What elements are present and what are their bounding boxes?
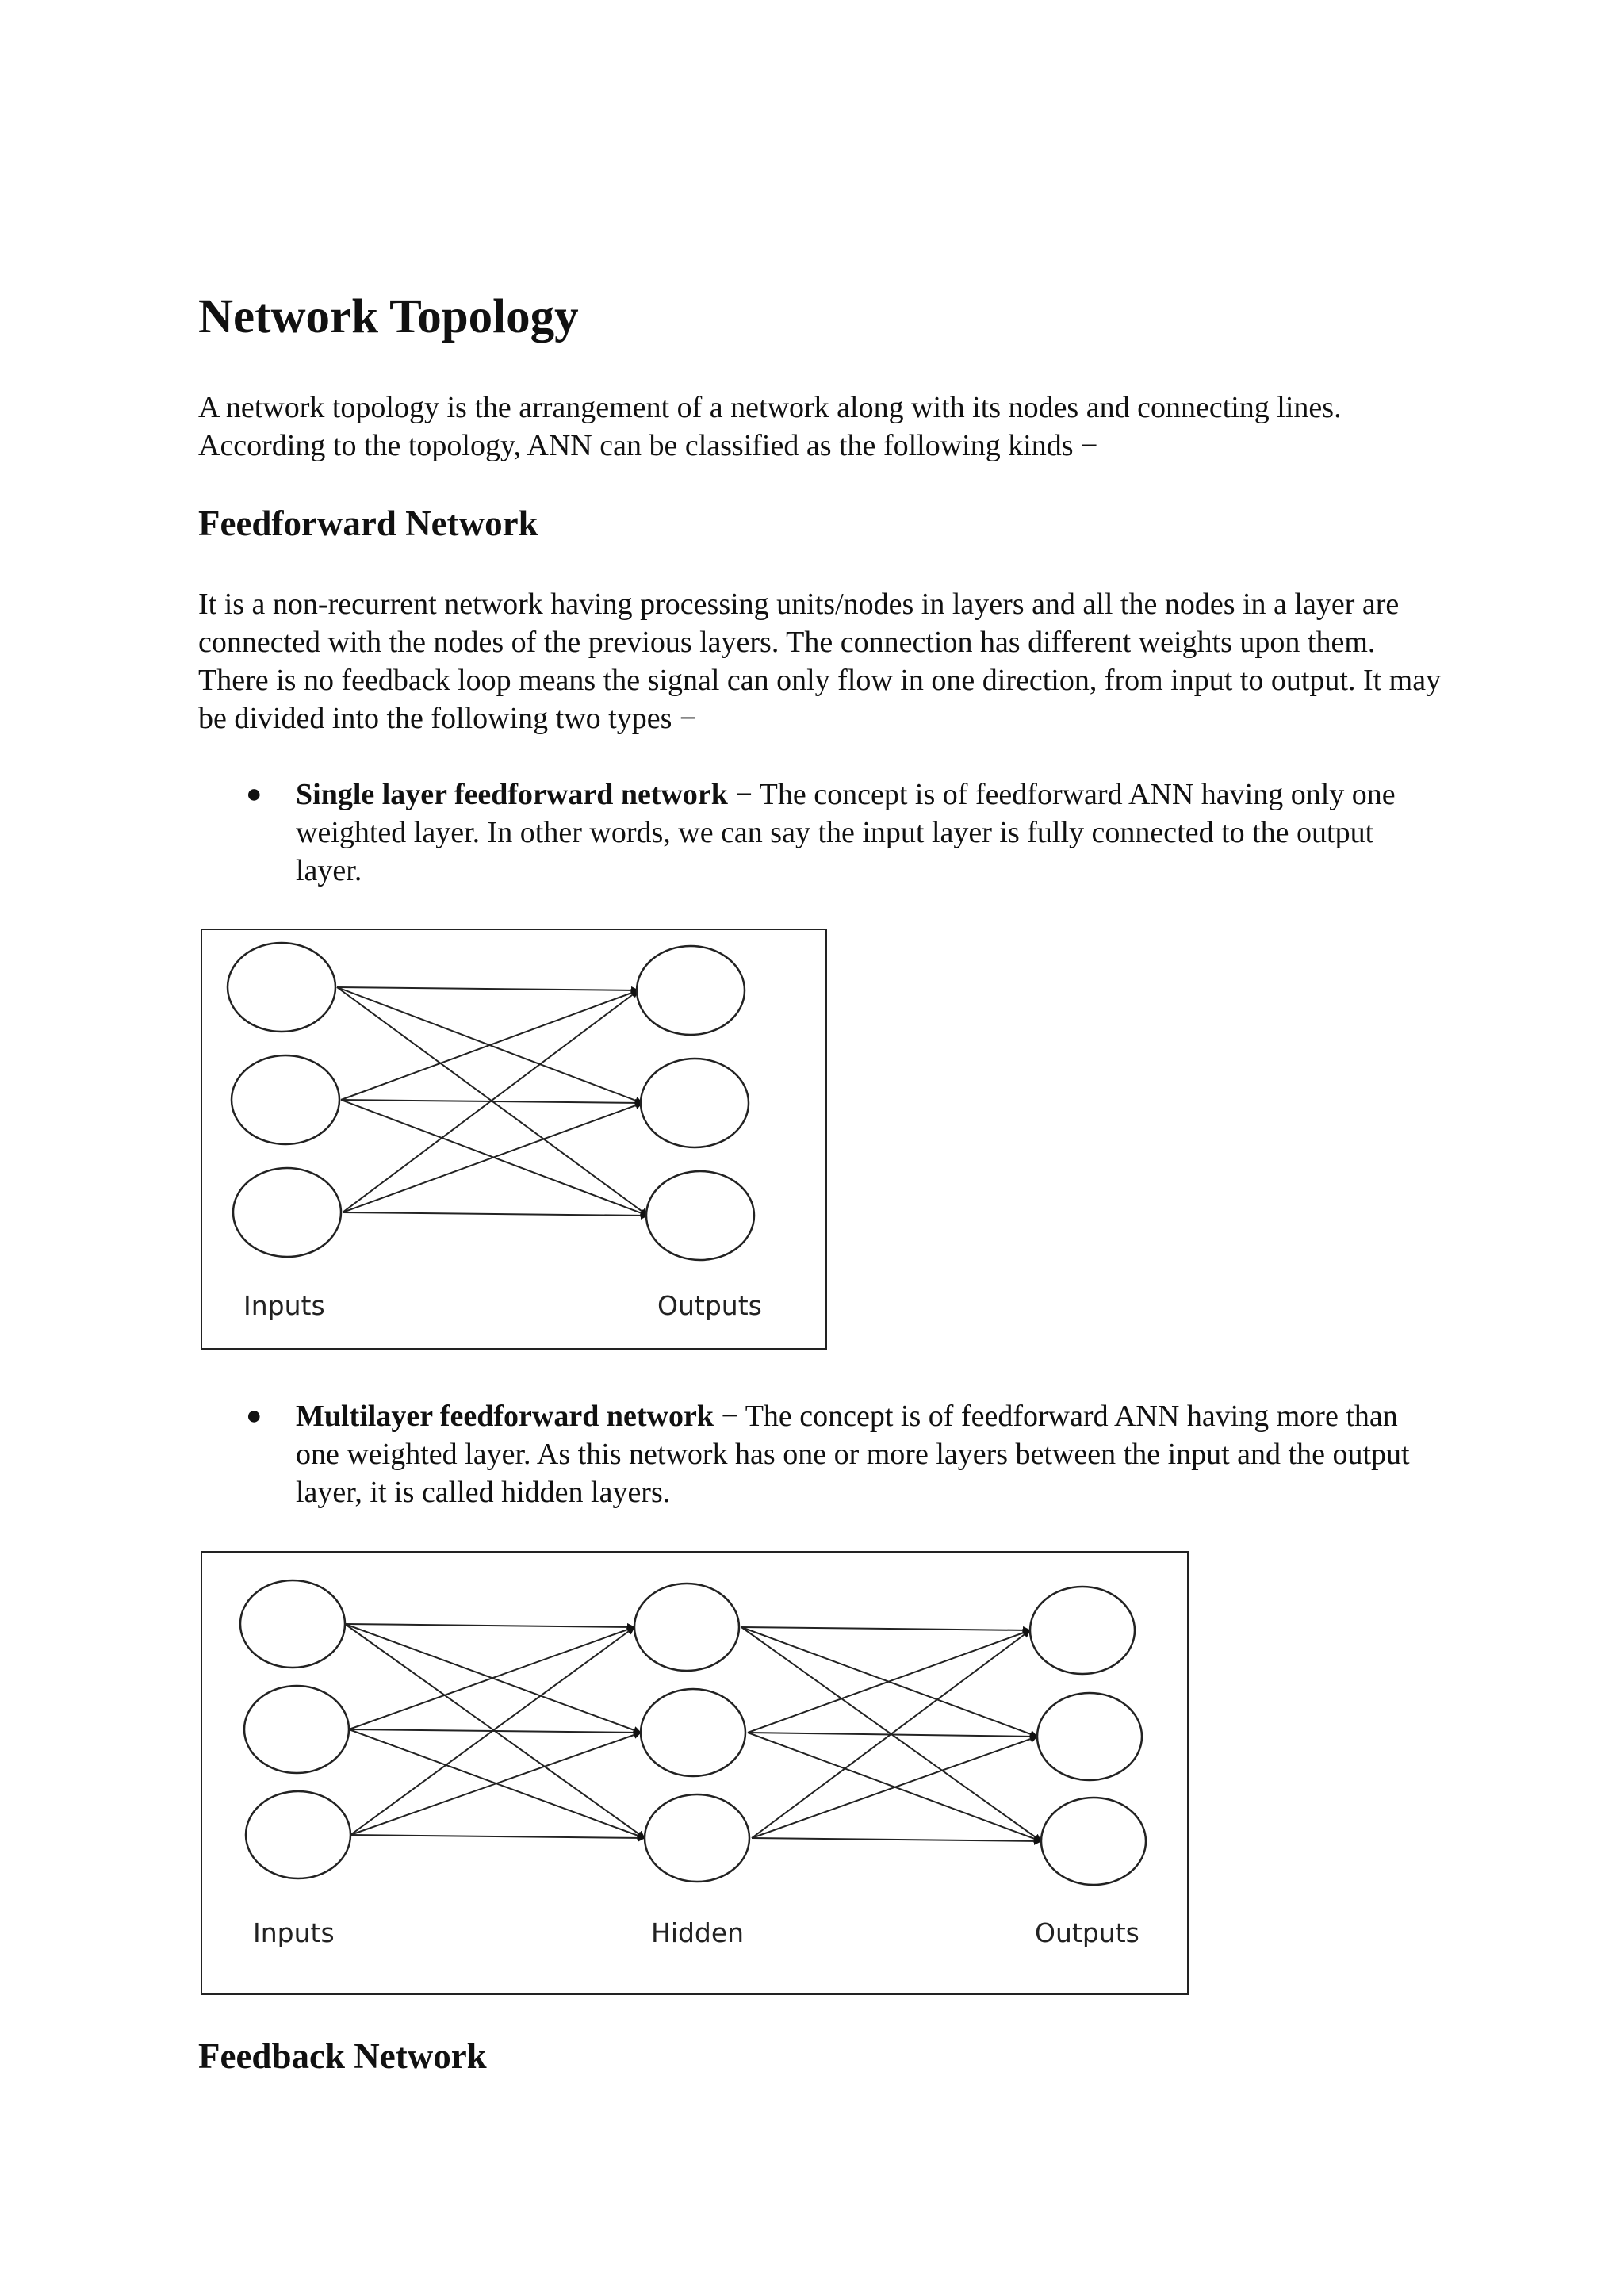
intro-paragraph: A network topology is the arrangement of a network along with its nodes and connecting lines. According to the topology, ANN can be classified as the following kinds − — [198, 391, 1342, 462]
feedback-heading: Feedback Network — [198, 2036, 487, 2076]
single-layer-diagram-svg — [202, 930, 825, 1348]
inputs-label: Inputs — [243, 1290, 325, 1321]
output-node — [1037, 1693, 1142, 1780]
output-node — [1041, 1798, 1146, 1885]
input-node — [246, 1791, 350, 1878]
feedforward-heading: Feedforward Network — [198, 504, 538, 543]
input-node — [233, 1168, 341, 1257]
page-title: Network Topology — [198, 290, 579, 343]
outputs-label: Outputs — [1035, 1917, 1139, 1948]
outputs-label: Outputs — [657, 1290, 762, 1321]
connection-line — [337, 987, 638, 990]
inputs-label: Inputs — [253, 1917, 335, 1948]
connection-line — [741, 1627, 1030, 1630]
input-node — [228, 943, 335, 1032]
hidden-node — [634, 1584, 739, 1671]
term-multilayer: Multilayer feedforward network — [296, 1400, 714, 1433]
connection-line — [752, 1838, 1041, 1841]
connection-line — [350, 1835, 645, 1838]
list-bullet: ● — [246, 779, 262, 809]
hidden-node — [641, 1689, 745, 1776]
input-node — [240, 1580, 345, 1668]
list-item-single-layer — [296, 776, 1438, 890]
hidden-node — [645, 1794, 749, 1882]
desc-multilayer: − The concept is of feedforward ANN having more than one weighted layer. As this network has one or more layers between the input and the output layer, it is called hidden layers. — [296, 1400, 1410, 1509]
term-single-layer: Single layer feedforward network — [296, 778, 728, 811]
connection-line — [752, 1630, 1030, 1838]
connection-line — [341, 990, 638, 1100]
multilayer-diagram — [201, 1551, 1189, 1995]
input-node — [232, 1055, 339, 1144]
feedforward-paragraph: It is a non-recurrent network having processing units/nodes in layers and all the nodes in a layer are connected with the nodes of the previous layers. The connection has different weights upon them. There is no feedback loop means the signal can only flow in one direction, from input to output. It may be divided into the following two types − — [198, 588, 1442, 735]
hidden-label: Hidden — [651, 1917, 745, 1948]
desc-single-layer: − The concept is of feedforward ANN having only one weighted layer. In other words, we can say the input layer is fully connected to the output layer. — [296, 778, 1396, 887]
input-node — [244, 1686, 349, 1773]
list-item-multilayer — [296, 1397, 1438, 1511]
connection-line — [350, 1733, 641, 1835]
output-node — [637, 946, 745, 1035]
connection-line — [752, 1737, 1037, 1838]
connection-line — [343, 1212, 648, 1216]
output-node — [1030, 1587, 1135, 1674]
list-bullet: ● — [246, 1401, 262, 1430]
single-layer-diagram — [201, 929, 827, 1350]
connection-line — [345, 1624, 634, 1627]
output-node — [646, 1171, 754, 1260]
output-node — [641, 1059, 749, 1147]
